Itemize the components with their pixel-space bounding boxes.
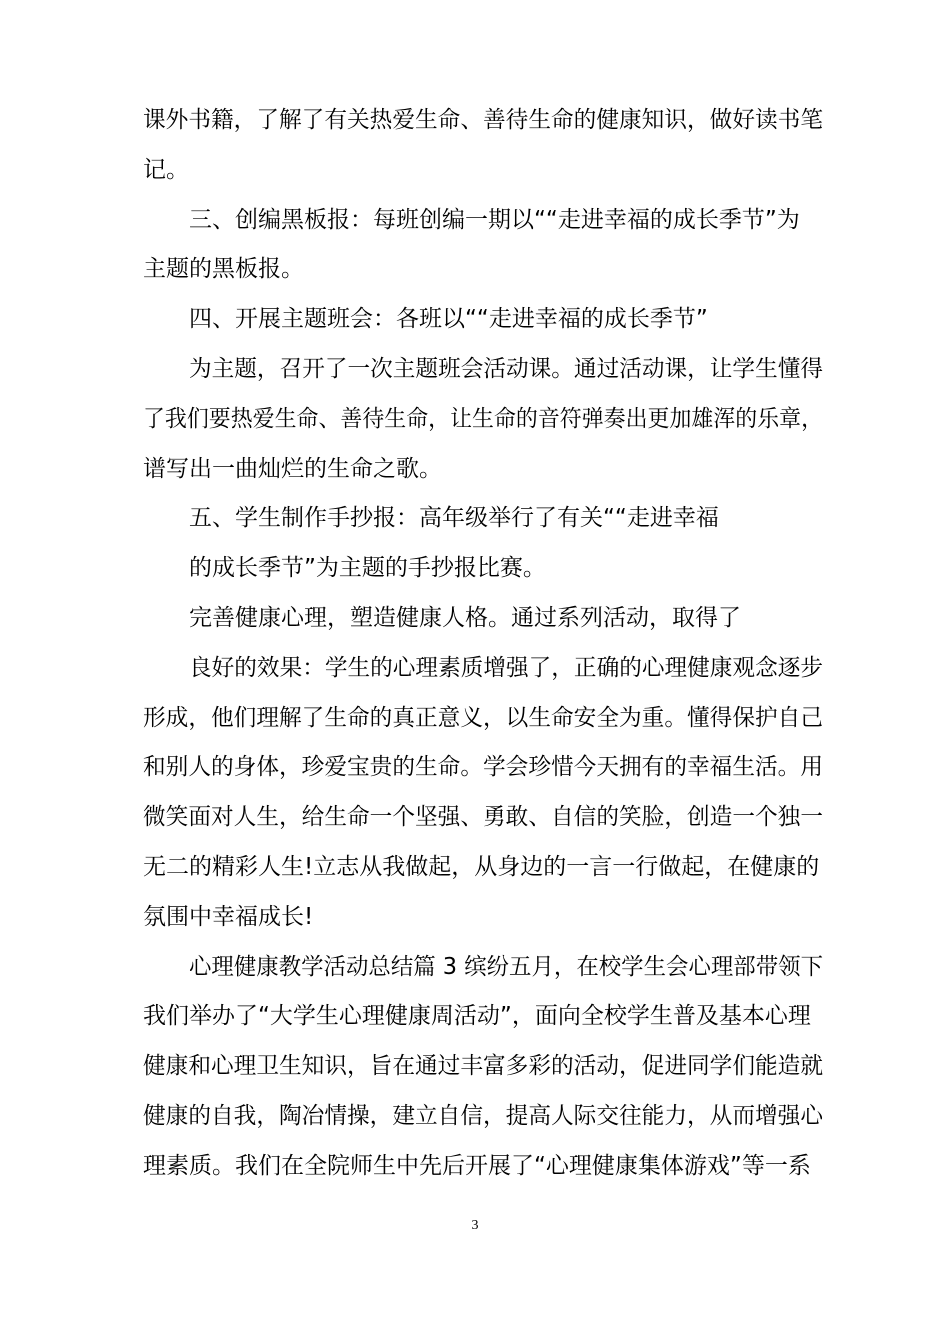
text-line: 健康和心理卫生知识，旨在通过丰富多彩的活动，促进同学们能造就 [143,1053,823,1080]
text-line: 无二的精彩人生!立志从我做起，从身边的一言一行做起，在健康的 [143,853,820,880]
text-line: 谱写出一曲灿烂的生命之歌。 [143,455,442,482]
text-line: 和别人的身体，珍爱宝贵的生命。学会珍惜今天拥有的幸福生活。用 [143,754,823,781]
text-line: 五、学生制作手抄报：高年级举行了有关““走进幸福 [189,505,719,532]
text-line: 心理健康教学活动总结篇 3 缤纷五月，在校学生会心理部带领下 [189,953,823,980]
document-body [143,96,823,1192]
text-line: 三、创编黑板报：每班创编一期以““走进幸福的成长季节”为 [189,206,800,233]
text-line: 四、开展主题班会：各班以““走进幸福的成长季节” [189,306,708,333]
text-line: 健康的自我，陶冶情操，建立自信，提高人际交往能力，从而增强心 [143,1102,823,1129]
page-number: 3 [471,1218,479,1233]
text-line: 我们举办了“大学生心理健康周活动”，面向全校学生普及基本心理 [143,1003,811,1030]
text-line: 为主题，召开了一次主题班会活动课。通过活动课，让学生懂得 [189,355,823,382]
text-line: 主题的黑板报。 [143,256,304,283]
text-line: 的成长季节”为主题的手抄报比赛。 [189,555,546,582]
text-line: 完善健康心理，塑造健康人格。通过系列活动，取得了 [189,604,741,631]
text-line: 理素质。我们在全院师生中先后开展了“心理健康集体游戏”等一系 [143,1152,811,1179]
text-line: 课外书籍，了解了有关热爱生命、善待生命的健康知识，做好读书笔 [143,107,823,133]
text-line: 氛围中幸福成长! [143,903,314,930]
text-line: 形成，他们理解了生命的真正意义，以生命安全为重。懂得保护自己 [143,704,823,731]
text-line: 微笑面对人生，给生命一个坚强、勇敢、自信的笑脸，创造一个独一 [143,804,823,831]
text-line: 记。 [143,156,189,183]
text-line: 良好的效果：学生的心理素质增强了，正确的心理健康观念逐步 [189,654,823,681]
text-line: 了我们要热爱生命、善待生命，让生命的音符弹奏出更加雄浑的乐章， [143,405,823,432]
